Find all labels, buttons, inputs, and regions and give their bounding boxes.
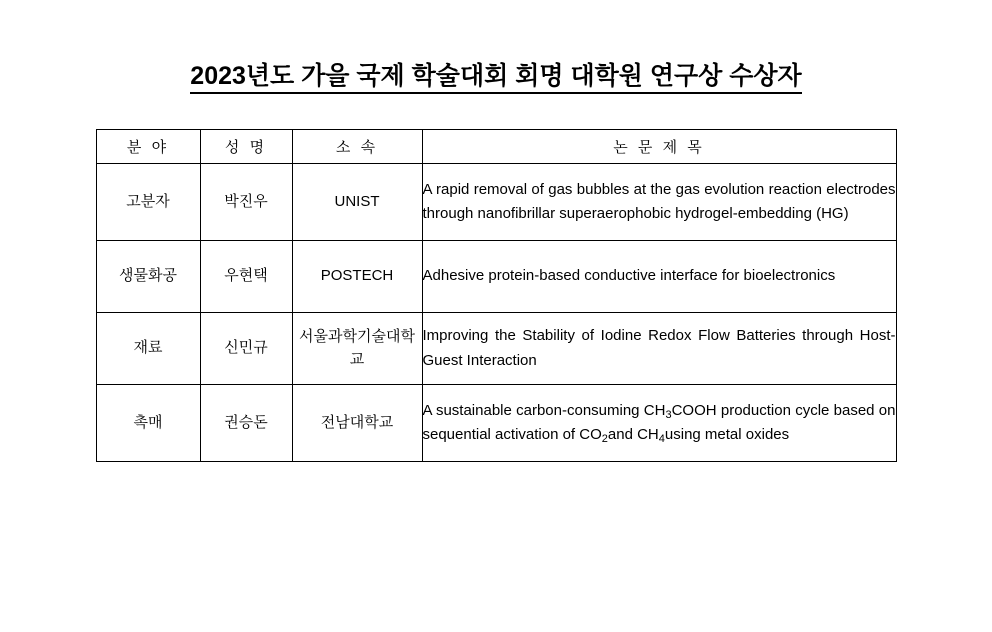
table-row xyxy=(96,241,896,313)
cell-field: 재료 xyxy=(96,313,200,385)
cell-paper-title xyxy=(422,385,896,462)
cell-field: 촉매 xyxy=(96,385,200,462)
table-row xyxy=(96,164,896,241)
paper-title-part-4: using metal oxides xyxy=(664,426,790,443)
page-title xyxy=(0,56,992,95)
document-page xyxy=(0,56,992,632)
cell-field: 생물화공 xyxy=(96,241,200,313)
paper-title-part-3: and CH xyxy=(607,426,659,443)
column-header-field: 분 야 xyxy=(96,130,200,164)
paper-title-part-1: A sustainable carbon-consuming CH xyxy=(422,401,666,419)
table-row xyxy=(96,313,896,385)
cell-paper-title: Adhesive protein-based conductive interface for bioelectronics xyxy=(422,241,896,313)
column-header-name: 성 명 xyxy=(200,130,292,164)
cell-affiliation: POSTECH xyxy=(292,241,422,313)
cell-name: 우현택 xyxy=(200,241,292,313)
table-header xyxy=(96,130,896,164)
table-row xyxy=(96,385,896,462)
award-table xyxy=(96,129,897,462)
cell-paper-title: Improving the Stability of Iodine Redox Flow Batteries through Host-Guest Interaction xyxy=(422,313,896,385)
paper-title-part-2: COOH production cycle based on sequential activation of CO xyxy=(422,401,896,443)
cell-affiliation: 전남대학교 xyxy=(292,385,422,462)
cell-paper-title: A rapid removal of gas bubbles at the gas evolution reaction electrodes through nanofibrillar superaerophobic hydrogel-embedding (HG) xyxy=(422,164,896,241)
column-header-paper-title: 논 문 제 목 xyxy=(422,130,896,164)
column-header-affiliation: 소 속 xyxy=(292,130,422,164)
page-title-text: 2023년도 가을 국제 학술대회 회명 대학원 연구상 수상자 xyxy=(190,62,801,94)
cell-affiliation: UNIST xyxy=(292,164,422,241)
cell-field: 고분자 xyxy=(96,164,200,241)
paper-title-sub-2: 2 xyxy=(601,433,608,445)
table-body xyxy=(96,164,896,462)
table-header-row xyxy=(96,130,896,164)
cell-name: 권승돈 xyxy=(200,385,292,462)
cell-name: 박진우 xyxy=(200,164,292,241)
cell-name: 신민규 xyxy=(200,313,292,385)
cell-affiliation: 서울과학기술대학교 xyxy=(292,313,422,385)
paper-title-sub-1: 3 xyxy=(665,408,672,421)
paper-title-sub-3: 4 xyxy=(658,433,665,445)
